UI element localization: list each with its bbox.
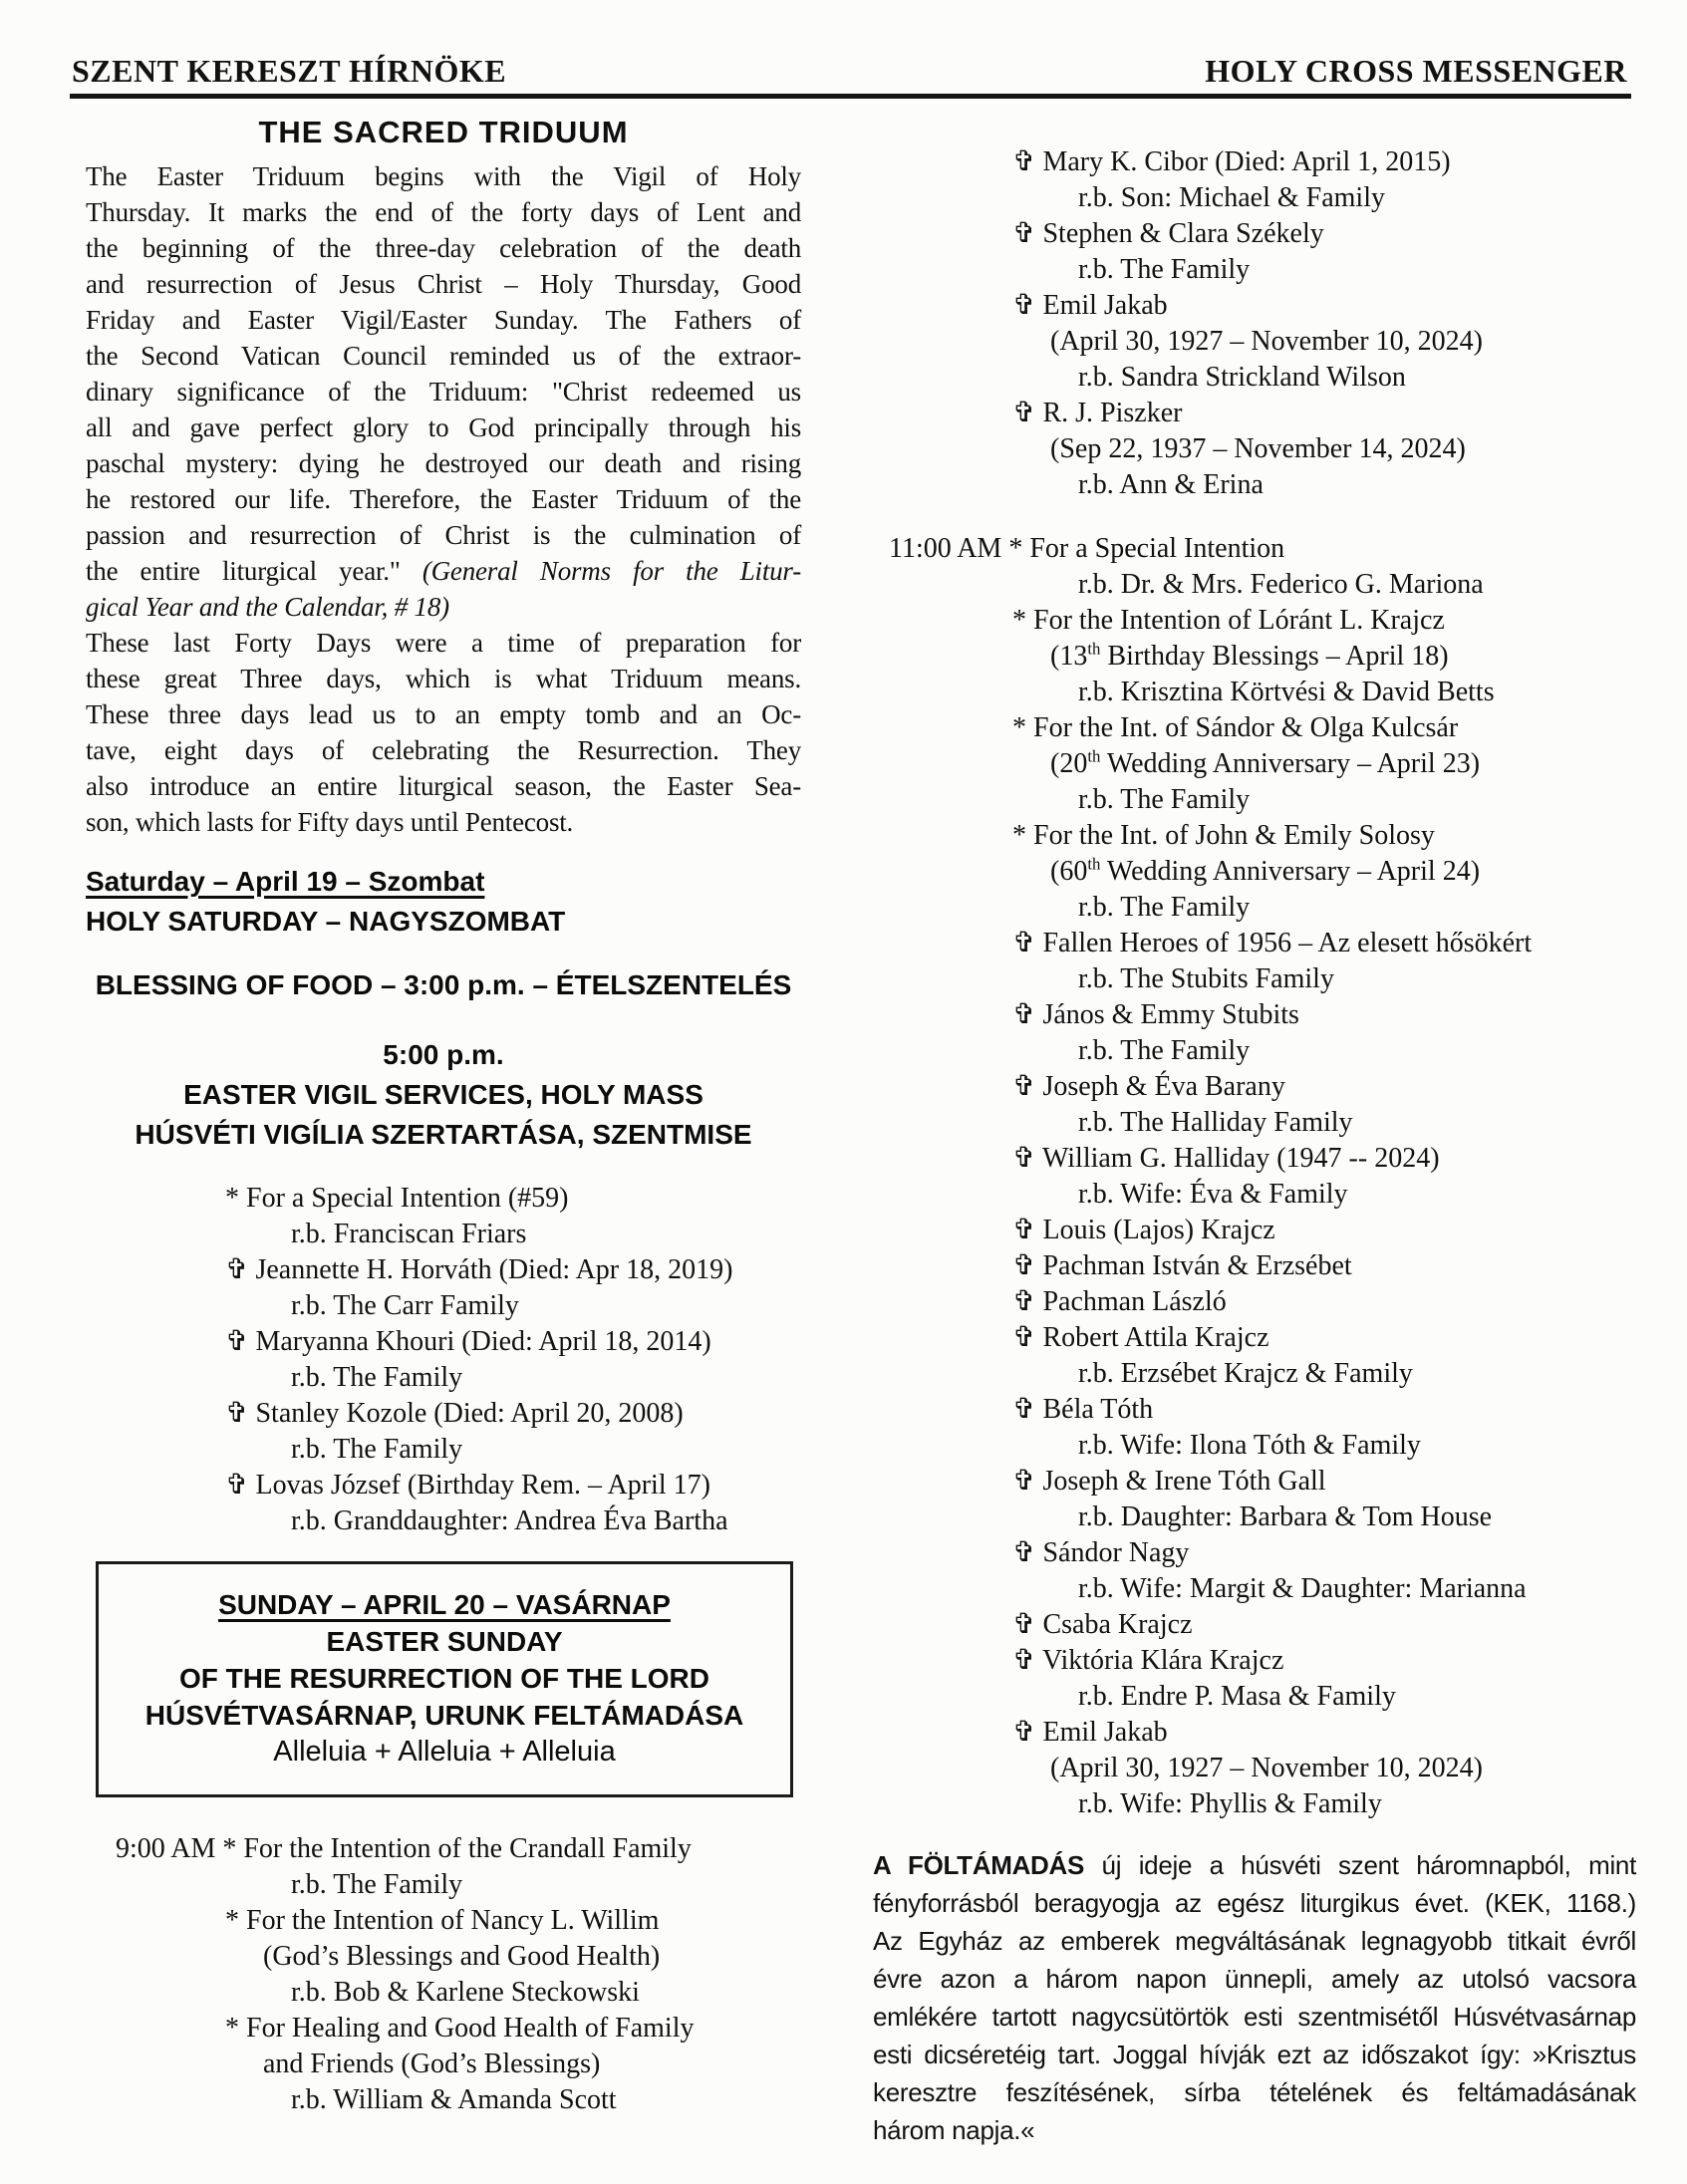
paragraph-line: the Second Vatican Council reminded us of the extraor- (86, 341, 801, 371)
box-alleluia-line: Alleluia + Alleluia + Alleluia (273, 1736, 616, 1768)
intention-line: r.b. Ann & Erina (1078, 469, 1264, 500)
heading-easter-vigil-hungarian: HÚSVÉTI VIGÍLIA SZERTARTÁSA, SZENTMISE (135, 1119, 752, 1150)
intention-line: ✞ Emil Jakab (1012, 1717, 1168, 1748)
paragraph-line: A FÖLTÁMADÁS új ideje a húsvéti szent háromnapból, mint (873, 1850, 1637, 1880)
intention-line: ✞ Lovas József (Birthday Rem. – April 17) (225, 1470, 710, 1501)
paragraph-line: These last Forty Days were a time of preparation for (86, 628, 801, 658)
intention-line: ✞ Csaba Krajcz (1012, 1609, 1193, 1640)
paragraph-line: all and gave perfect glory to God principally through his (86, 412, 801, 442)
intention-line: ✞ Louis (Lajos) Krajcz (1012, 1215, 1275, 1245)
intention-line: (Sep 22, 1937 – November 14, 2024) (1050, 433, 1466, 464)
intention-line: ✞ János & Emmy Stubits (1012, 999, 1299, 1030)
paragraph-line: son, which lasts for Fifty days until Pentecost. (86, 807, 574, 837)
intention-line: and Friends (God’s Blessings) (263, 2048, 601, 2079)
intention-line: r.b. Endre P. Masa & Family (1078, 1681, 1396, 1712)
paragraph-line: három napja.« (873, 2115, 1035, 2145)
intention-line: r.b. The Family (1078, 1035, 1251, 1066)
left-column (86, 99, 801, 2149)
section-title-sacred-triduuum: THE SACRED TRIDUUM (258, 115, 629, 149)
intention-line: * For the Intention of Lóránt L. Krajcz (1012, 605, 1445, 636)
paragraph-line: évre azon a három napon ünnepli, amely az utolsó vacsora (873, 1964, 1636, 1994)
intention-line: ✞ Joseph & Éva Barany (1012, 1071, 1285, 1102)
intention-line: r.b. Daughter: Barbara & Tom House (1078, 1502, 1493, 1532)
intention-line: ✞ Jeannette H. Horváth (Died: Apr 18, 2019) (225, 1254, 733, 1285)
nine-am-intentions-list (86, 1831, 801, 2118)
paragraph-line: Friday and Easter Vigil/Easter Sunday. The Fathers of (86, 305, 801, 335)
paragraph-line: the beginning of the three-day celebration of the death (86, 233, 801, 263)
intention-line: r.b. Sandra Strickland Wilson (1078, 362, 1406, 393)
easter-sunday-box (96, 1561, 793, 1797)
intention-line: (God’s Blessings and Good Health) (263, 1941, 661, 1972)
eleven-am-intentions-list (873, 531, 1636, 1822)
intention-line: 9:00 AM * For the Intention of the Crandall Family (116, 1833, 692, 1864)
two-column-body (0, 99, 1687, 2149)
paragraph-line: the entire liturgical year." (General Norms for the Litur- (86, 556, 801, 586)
triduum-paragraph-2 (86, 625, 801, 840)
intention-line: ✞ William G. Halliday (1947 -- 2024) (1012, 1143, 1440, 1174)
intention-line: r.b. Krisztina Körtvési & David Betts (1078, 677, 1495, 707)
intention-line: ✞ Mary K. Cibor (Died: April 1, 2015) (1012, 146, 1451, 177)
paragraph-line: esti dicséretéig tart. Joggal hívják ezt az időszakot így: »Krisztus (873, 2040, 1636, 2069)
paragraph-line: Thursday. It marks the end of the forty days of Lent and (86, 197, 801, 227)
heading-vigil-time: 5:00 p.m. (383, 1039, 504, 1070)
paragraph-line: keresztre feszítésének, sírba tételének és feltámadásának (873, 2077, 1636, 2107)
intention-line: r.b. Granddaughter: Andrea Éva Bartha (291, 1505, 728, 1536)
paragraph-line: tave, eight days of celebrating the Resurrection. They (86, 735, 801, 765)
vigil-intentions-list (86, 1181, 801, 1539)
intention-line: ✞ Béla Tóth (1012, 1394, 1154, 1425)
intention-line: (April 30, 1927 – November 10, 2024) (1050, 1753, 1483, 1783)
paragraph-line: fényforrásból beragyogja az egész liturgikus évet. (KEK, 1168.) (873, 1888, 1636, 1918)
paragraph-line: The Easter Triduum begins with the Vigil of Holy (86, 161, 801, 191)
heading-blessing-of-food: BLESSING OF FOOD – 3:00 p.m. – ÉTELSZENTELÉS (95, 969, 792, 1000)
paragraph-line: dinary significance of the Triduum: "Christ redeemed us (86, 377, 801, 407)
intention-line: r.b. Wife: Phyllis & Family (1078, 1788, 1382, 1819)
intention-line: r.b. The Family (291, 1434, 463, 1465)
intention-line: r.b. The Halliday Family (1078, 1107, 1353, 1138)
heading-saturday-date: Saturday – April 19 – Szombat (86, 866, 485, 897)
box-heading-easter-sunday: EASTER SUNDAY (326, 1626, 563, 1657)
intention-line: r.b. Son: Michael & Family (1078, 182, 1385, 213)
intention-line: r.b. The Family (1078, 784, 1251, 815)
intention-line: ✞ Stanley Kozole (Died: April 20, 2008) (225, 1398, 684, 1429)
heading-easter-vigil: EASTER VIGIL SERVICES, HOLY MASS (183, 1079, 703, 1110)
paragraph-line: also introduce an entire liturgical season, the Easter Sea- (86, 771, 801, 801)
paragraph-line: emlékére tartott nagycsütörtök esti szentmisétől Húsvétvasárnap (873, 2002, 1636, 2032)
intention-line: r.b. Wife: Éva & Family (1078, 1179, 1348, 1210)
intention-line: r.b. Bob & Karlene Steckowski (291, 1977, 640, 2008)
paragraph-line: he restored our life. Therefore, the Easter Triduum of the (86, 484, 801, 514)
intention-line: (60th Wedding Anniversary – April 24) (1050, 854, 1481, 887)
paragraph-line: paschal mystery: dying he destroyed our death and rising (86, 448, 801, 478)
box-heading-resurrection: OF THE RESURRECTION OF THE LORD (179, 1663, 709, 1694)
intention-line: r.b. Wife: Margit & Daughter: Marianna (1078, 1573, 1527, 1604)
box-heading-sunday-date: SUNDAY – APRIL 20 – VASÁRNAP (218, 1589, 671, 1620)
intention-line: ✞ Maryanna Khouri (Died: April 18, 2014) (225, 1326, 711, 1357)
intention-line: ✞ Sándor Nagy (1012, 1537, 1190, 1568)
intention-line: r.b. William & Amanda Scott (291, 2084, 617, 2115)
intention-line: * For the Int. of John & Emily Solosy (1012, 820, 1435, 851)
box-heading-hungarian: HÚSVÉTVASÁRNAP, URUNK FELTÁMADÁSA (144, 1700, 744, 1731)
intention-line: ✞ Stephen & Clara Székely (1012, 218, 1324, 249)
paragraph-line: Az Egyház az emberek megváltásának legnagyobb titkait évről (873, 1926, 1636, 1956)
intention-line: * For a Special Intention (#59) (225, 1183, 569, 1214)
intention-line: r.b. Dr. & Mrs. Federico G. Mariona (1078, 569, 1484, 600)
intention-line: ✞ Pachman István & Erzsébet (1012, 1250, 1352, 1281)
intention-line: 11:00 AM * For a Special Intention (889, 533, 1285, 564)
intention-line: ✞ Joseph & Irene Tóth Gall (1012, 1466, 1326, 1497)
paragraph-line: and resurrection of Jesus Christ – Holy Thursday, Good (86, 269, 801, 299)
paragraph-line: these great Three days, which is what Triduum means. (86, 664, 801, 693)
intention-line: r.b. Erzsébet Krajcz & Family (1078, 1358, 1413, 1389)
paragraph-line: gical Year and the Calendar, # 18) (86, 592, 449, 622)
triduum-paragraph-1 (86, 158, 801, 625)
intention-line: r.b. The Family (291, 1869, 463, 1900)
intention-line: (13th Birthday Blessings – April 18) (1050, 639, 1449, 672)
intention-line: r.b. The Carr Family (291, 1290, 519, 1321)
heading-holy-saturday: HOLY SATURDAY – NAGYSZOMBAT (86, 906, 566, 937)
paragraph-line: passion and resurrection of Christ is the culmination of (86, 520, 801, 550)
masthead (70, 0, 1631, 99)
intention-line: ✞ Robert Attila Krajcz (1012, 1322, 1269, 1353)
intention-line: r.b. The Family (1078, 892, 1251, 923)
intention-line: r.b. The Family (1078, 254, 1251, 285)
paragraph-line: These three days lead us to an empty tomb and an Oc- (86, 699, 801, 729)
intention-line: * For the Intention of Nancy L. Willim (225, 1905, 660, 1936)
intention-line: r.b. Franciscan Friars (291, 1219, 527, 1249)
intention-line: r.b. The Family (291, 1362, 463, 1393)
intention-line: ✞ Emil Jakab (1012, 290, 1168, 321)
memorial-intentions-list (873, 144, 1636, 503)
intention-line: ✞ Viktória Klára Krajcz (1012, 1645, 1284, 1676)
intention-line: ✞ Fallen Heroes of 1956 – Az elesett hősökért (1012, 928, 1533, 958)
intention-line: ✞ R. J. Piszker (1012, 398, 1183, 428)
intention-line: (20th Wedding Anniversary – April 23) (1050, 746, 1481, 779)
hungarian-paragraph (873, 1846, 1636, 2149)
intention-line: r.b. The Stubits Family (1078, 963, 1334, 994)
intention-line: ✞ Pachman László (1012, 1286, 1227, 1317)
masthead-title-english: HOLY CROSS MESSENGER (1205, 53, 1627, 89)
intention-line: (April 30, 1927 – November 10, 2024) (1050, 326, 1483, 357)
intention-line: * For the Int. of Sándor & Olga Kulcsár (1012, 712, 1459, 743)
intention-line: * For Healing and Good Health of Family (225, 2013, 695, 2044)
right-column (873, 99, 1636, 2149)
intention-line: r.b. Wife: Ilona Tóth & Family (1078, 1430, 1421, 1461)
masthead-title-hungarian: SZENT KERESZT HÍRNÖKE (72, 53, 507, 89)
